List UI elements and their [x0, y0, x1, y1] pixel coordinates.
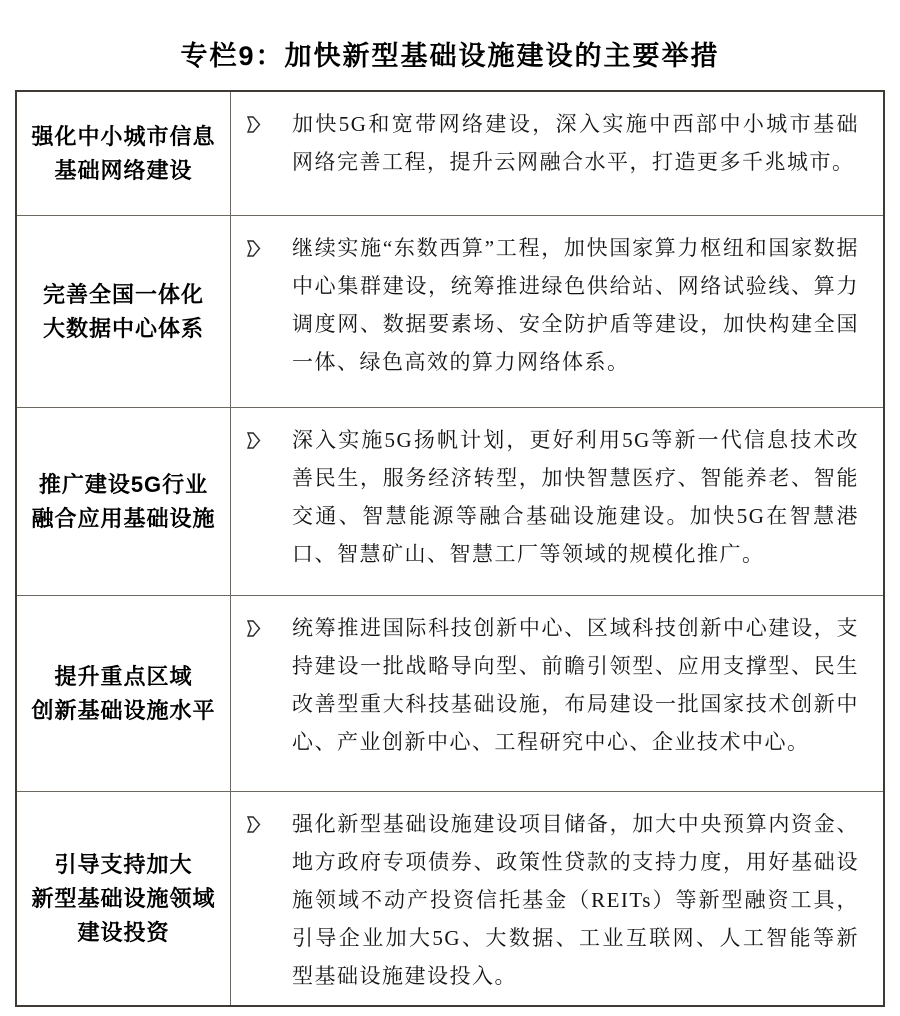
page-title: 专栏9：加快新型基础设施建设的主要举措	[180, 41, 720, 71]
row-label: 提升重点区域 创新基础设施水平	[17, 596, 231, 791]
arrow-right-outline-icon	[244, 421, 270, 585]
row-text: 加快5G和宽带网络建设，深入实施中西部中小城市基础网络完善工程，提升云网融合水平，打造更多千兆城市。	[292, 112, 859, 174]
row-label: 强化中小城市信息 基础网络建设	[17, 92, 231, 215]
row-content-cell	[231, 216, 883, 407]
row-label: 引导支持加大 新型基础设施领域 建设投资	[17, 792, 231, 1005]
arrow-right-outline-icon	[244, 229, 270, 397]
table-row	[17, 407, 883, 595]
row-label: 推广建设5G行业 融合应用基础设施	[17, 408, 231, 595]
arrow-right-outline-icon	[244, 805, 270, 995]
row-text: 统筹推进国际科技创新中心、区域科技创新中心建设，支持建设一批战略导向型、前瞻引领型、应用支撑型、民生改善型重大科技基础设施，布局建设一批国家技术创新中心、产业创新中心、工程研究中心、企业技术中心。	[292, 616, 859, 754]
row-text: 深入实施5G扬帆计划，更好利用5G等新一代信息技术改善民生，服务经济转型，加快智慧医疗、智能养老、智能交通、智慧能源等融合基础设施建设。加快5G在智慧港口、智慧矿山、智慧工厂等领域的规模化推广。	[292, 428, 859, 566]
arrow-right-outline-icon	[244, 105, 270, 205]
table-row	[17, 791, 883, 1005]
row-content-cell	[231, 596, 883, 791]
table-row	[17, 92, 883, 215]
row-content-cell	[231, 792, 883, 1005]
measures-table	[15, 90, 885, 1007]
table-row	[17, 595, 883, 791]
row-content-cell	[231, 408, 883, 595]
arrow-right-outline-icon	[244, 609, 270, 781]
row-text: 强化新型基础设施建设项目储备，加大中央预算内资金、地方政府专项债券、政策性贷款的支持力度，用好基础设施领域不动产投资信托基金（REITs）等新型融资工具，引导企业加大5G、大数据、工业互联网、人工智能等新型基础设施建设投入。	[292, 812, 859, 988]
row-text: 继续实施“东数西算”工程，加快国家算力枢纽和国家数据中心集群建设，统筹推进绿色供给站、网络试验线、算力调度网、数据要素场、安全防护盾等建设，加快构建全国一体、绿色高效的算力网络体系。	[292, 236, 859, 374]
table-row	[17, 215, 883, 407]
row-label: 完善全国一体化 大数据中心体系	[17, 216, 231, 407]
row-content-cell	[231, 92, 883, 215]
